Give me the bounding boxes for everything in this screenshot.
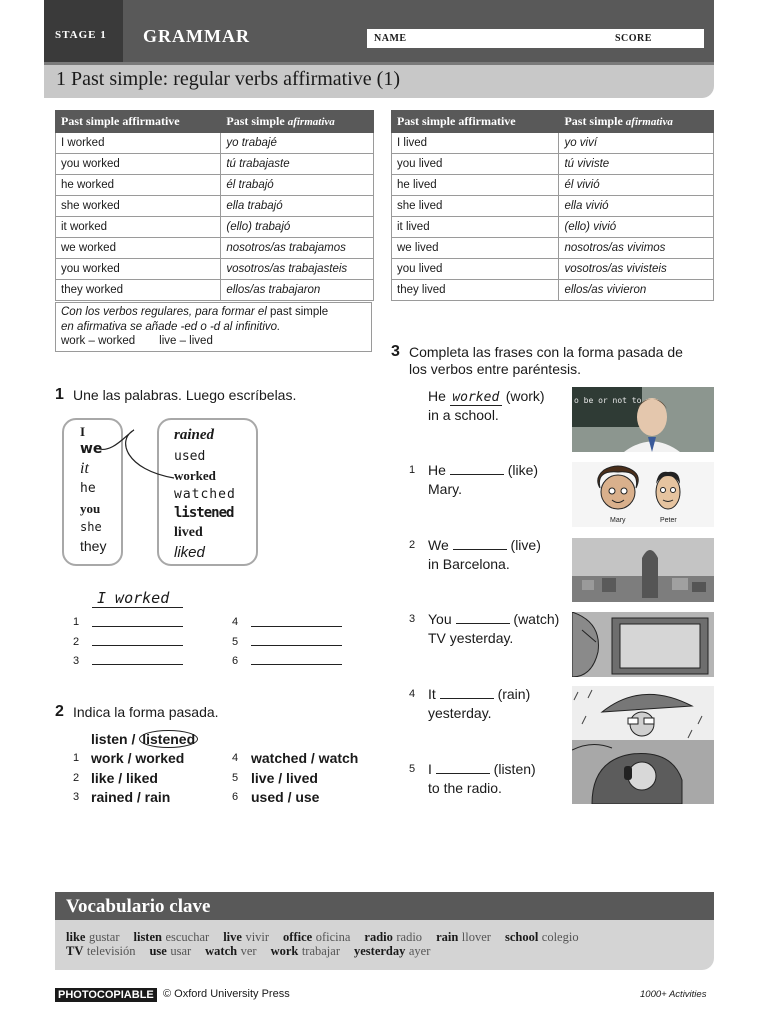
vocab-row	[66, 930, 593, 945]
vocab-translation: gustar	[88, 930, 120, 944]
book-title: 1000+ Activities	[640, 989, 707, 1000]
cartoon-label-mary: Mary	[610, 517, 626, 524]
answer-line	[92, 607, 183, 608]
table-row	[56, 259, 374, 280]
answer-number: 4	[232, 616, 239, 628]
vocab-translation: usar	[170, 944, 192, 958]
vocab-word: like	[66, 930, 86, 944]
barcelona-photo	[572, 538, 714, 602]
match-line	[86, 425, 176, 485]
vocab-title: Vocabulario clave	[66, 896, 211, 917]
sentence: It (rain)	[428, 686, 531, 702]
pronoun-word[interactable]: she	[80, 520, 102, 534]
english-form: she worked	[56, 196, 221, 217]
pronoun-word[interactable]: you	[80, 501, 101, 516]
conjugation-table-work	[55, 110, 374, 301]
answer-number: 3	[73, 655, 80, 667]
rain-cartoon	[572, 686, 714, 740]
spanish-form: tú viviste	[559, 154, 714, 175]
spanish-form: ellos/as vivieron	[559, 280, 714, 301]
english-form: you worked	[56, 154, 221, 175]
vocab-word: rain	[436, 930, 459, 944]
item-number: 1	[409, 464, 416, 476]
answer-line[interactable]	[92, 645, 183, 646]
sentence: You (watch)	[428, 611, 560, 627]
vocab-translation: llover	[461, 930, 491, 944]
table-header-es: Past simple afirmativa	[559, 111, 714, 133]
english-form: they worked	[56, 280, 221, 301]
english-form: he worked	[56, 175, 221, 196]
mary-peter-cartoon	[572, 462, 714, 527]
vocab-row	[66, 944, 444, 959]
cartoon-label-peter: Peter	[660, 517, 677, 524]
verb-word[interactable]: lived	[174, 525, 203, 540]
table-row	[56, 133, 374, 154]
score-label: SCORE	[615, 33, 652, 44]
answer-blank[interactable]	[450, 474, 504, 475]
exercise-3-number: 3	[391, 343, 400, 360]
teacher-photo	[572, 387, 714, 452]
exercise-1-number: 1	[55, 386, 64, 403]
english-form: it lived	[392, 217, 559, 238]
table-header-es: Past simple afirmativa	[221, 111, 374, 133]
table-row	[392, 154, 714, 175]
item-number: 4	[232, 752, 239, 764]
english-form: it worked	[56, 217, 221, 238]
grammar-title: GRAMMAR	[143, 26, 250, 46]
exercise-1-instruction: Une las palabras. Luego escríbelas.	[73, 387, 297, 403]
answer-line[interactable]	[251, 645, 342, 646]
stage-label: STAGE 1	[55, 29, 107, 41]
pronoun-word[interactable]: it	[80, 460, 89, 477]
spanish-form: ellos/as trabajaron	[221, 280, 374, 301]
vocab-translation: vivir	[245, 930, 270, 944]
tv-cartoon	[572, 612, 714, 677]
item-number: 4	[409, 688, 416, 700]
name-label: NAME	[374, 33, 407, 44]
answer-number: 2	[73, 636, 80, 648]
word-pair[interactable]: live / lived	[251, 770, 318, 786]
exercise-2-instruction: Indica la forma pasada.	[73, 704, 219, 720]
english-form: we lived	[392, 238, 559, 259]
spanish-form: tú trabajaste	[221, 154, 374, 175]
answer-number: 6	[232, 655, 239, 667]
english-form: we worked	[56, 238, 221, 259]
spanish-form: (ello) trabajó	[221, 217, 374, 238]
verb-word[interactable]: used	[174, 449, 206, 464]
vocab-word: work	[270, 944, 299, 958]
exercise-2-number: 2	[55, 703, 64, 720]
board-text: o be or not to	[574, 396, 642, 405]
answer-blank[interactable]	[453, 549, 507, 550]
sentence-end: yesterday.	[428, 705, 492, 721]
vocab-translation: trabajar	[301, 944, 340, 958]
answer-blank[interactable]	[440, 698, 494, 699]
table-row	[56, 238, 374, 259]
sentence-end: to the radio.	[428, 780, 502, 796]
sentence-end: Mary.	[428, 481, 462, 497]
item-number: 2	[409, 539, 416, 551]
pronoun-word[interactable]: they	[80, 538, 107, 554]
answer-line[interactable]	[251, 664, 342, 665]
grammar-note: Con los verbos regulares, para formar el past simple en afirmativa se añade -ed o -d al infinitivo. work – worked live – lived	[55, 302, 372, 352]
vocab-translation: televisión	[86, 944, 136, 958]
answer-line[interactable]	[92, 664, 183, 665]
table-row	[392, 196, 714, 217]
example-answer: worked	[450, 390, 502, 406]
table-row	[392, 175, 714, 196]
answer-blank[interactable]	[456, 623, 510, 624]
vocab-word: live	[223, 930, 242, 944]
vocab-word: listen	[133, 930, 162, 944]
name-score-field[interactable]	[367, 29, 704, 48]
vocab-word: TV	[66, 944, 84, 958]
vocab-word: radio	[364, 930, 393, 944]
item-number: 1	[73, 752, 80, 764]
vocab-translation: ver	[240, 944, 257, 958]
word-pair[interactable]: used / use	[251, 789, 320, 805]
verb-word[interactable]: worked	[174, 468, 216, 483]
word-pair[interactable]: like / liked	[91, 770, 158, 786]
spanish-form: nosotros/as vivimos	[559, 238, 714, 259]
spanish-form: (ello) vivió	[559, 217, 714, 238]
verb-word[interactable]: watched	[174, 487, 236, 502]
vocab-word: yesterday	[354, 944, 406, 958]
table-row	[56, 175, 374, 196]
spanish-form: ella trabajó	[221, 196, 374, 217]
answer-number: 1	[73, 616, 80, 628]
table-header-en: Past simple affirmative	[56, 111, 221, 133]
english-form: I worked	[56, 133, 221, 154]
vocab-translation: ayer	[408, 944, 431, 958]
conjugation-table-live	[391, 110, 714, 301]
example-answer: I worked	[97, 589, 170, 607]
table-row	[56, 217, 374, 238]
sentence: He (like)	[428, 462, 539, 478]
spanish-form: nosotros/as trabajamos	[221, 238, 374, 259]
verb-word[interactable]: rained	[174, 427, 215, 443]
sentence: We (live)	[428, 537, 541, 553]
publisher: © Oxford University Press	[163, 988, 290, 1000]
exercise-3-instruction: Completa las frases con la forma pasada de	[409, 344, 683, 360]
verb-word[interactable]: liked	[174, 544, 205, 561]
circled-answer: listened	[139, 730, 198, 748]
english-form: you lived	[392, 259, 559, 280]
sentence: I (listen)	[428, 761, 536, 777]
vocab-word: school	[504, 930, 539, 944]
answer-blank[interactable]	[436, 773, 490, 774]
table-row	[392, 133, 714, 154]
item-number: 2	[73, 772, 80, 784]
spanish-form: él trabajó	[221, 175, 374, 196]
divider	[44, 62, 714, 65]
item-number: 6	[232, 791, 239, 803]
word-pair[interactable]: watched / watch	[251, 750, 359, 766]
answer-line[interactable]	[92, 626, 183, 627]
item-number: 3	[73, 791, 80, 803]
table-row	[56, 154, 374, 175]
spanish-form: vosotros/as vivisteis	[559, 259, 714, 280]
item-number: 5	[409, 763, 416, 775]
radio-cartoon	[572, 740, 714, 804]
photocopiable-badge: PHOTOCOPIABLE	[55, 988, 157, 1002]
answer-line[interactable]	[251, 626, 342, 627]
english-form: they lived	[392, 280, 559, 301]
vocab-word: use	[149, 944, 167, 958]
table-row	[392, 280, 714, 301]
spanish-form: yo viví	[559, 133, 714, 154]
spanish-form: yo trabajé	[221, 133, 374, 154]
english-form: I lived	[392, 133, 559, 154]
pronoun-word[interactable]: we	[80, 441, 103, 457]
vocab-translation: colegio	[541, 930, 579, 944]
sentence: He worked (work)	[428, 388, 545, 405]
section-title: 1 Past simple: regular verbs affirmative (1)	[56, 68, 400, 90]
english-form: you lived	[392, 154, 559, 175]
answer-number: 5	[232, 636, 239, 648]
vocab-word: office	[283, 930, 313, 944]
example-pair: listen / listened	[91, 731, 198, 747]
table-header-en: Past simple affirmative	[392, 111, 559, 133]
sentence-end: TV yesterday.	[428, 630, 514, 646]
pronoun-word[interactable]: he	[80, 481, 96, 496]
spanish-form: vosotros/as trabajasteis	[221, 259, 374, 280]
item-number: 3	[409, 613, 416, 625]
word-pair[interactable]: rained / rain	[91, 789, 171, 805]
table-row	[392, 217, 714, 238]
table-row	[56, 196, 374, 217]
english-form: she lived	[392, 196, 559, 217]
english-form: you worked	[56, 259, 221, 280]
verb-word[interactable]: listened	[174, 505, 234, 521]
pronoun-word[interactable]: I	[80, 424, 86, 439]
table-row	[392, 259, 714, 280]
vocab-word: watch	[205, 944, 238, 958]
word-pair[interactable]: work / worked	[91, 750, 185, 766]
english-form: he lived	[392, 175, 559, 196]
sentence-end: in Barcelona.	[428, 556, 510, 572]
item-number: 5	[232, 772, 239, 784]
spanish-form: él vivió	[559, 175, 714, 196]
sentence-end: in a school.	[428, 407, 499, 423]
vocab-translation: escuchar	[165, 930, 210, 944]
vocab-translation: radio	[396, 930, 423, 944]
vocab-translation: oficina	[315, 930, 351, 944]
table-row	[56, 280, 374, 301]
table-row	[392, 238, 714, 259]
spanish-form: ella vivió	[559, 196, 714, 217]
exercise-3-instruction: los verbos entre paréntesis.	[409, 361, 581, 377]
